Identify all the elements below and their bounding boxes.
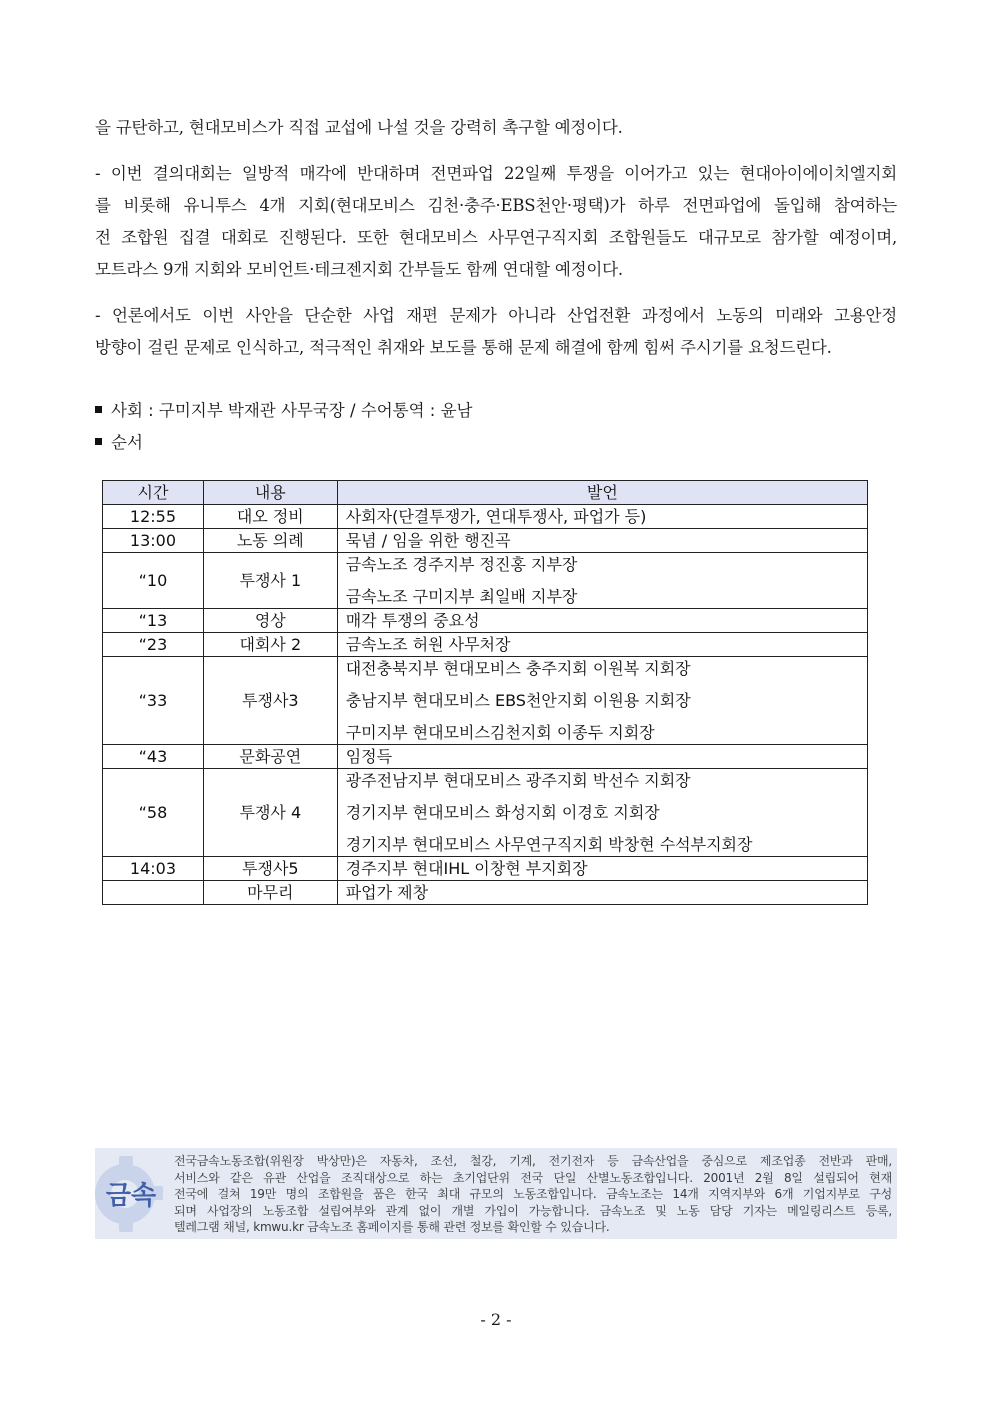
paragraph-rally-overview [95,158,897,286]
speaker-line: 구미지부 현대모비스김천지회 이종두 지회장 [345,723,655,742]
description-line: 되며 사업장의 노동조합 설립여부와 관계 없이 개별 가입이 가능합니다. 금속노조 및 노동 담당 기자는 메일링리스트 등록, [174,1203,892,1218]
union-description [174,1153,892,1236]
table-row [103,881,868,905]
row-time: 13:00 [103,529,204,553]
paragraph-line: - 이번 결의대회는 일방적 매각에 반대하며 전면파업 22일째 투쟁을 이어가고 있는 현대아이에이치엘지회 [95,164,897,183]
speaker-line: 임정득 [345,747,393,766]
schedule-table [102,480,868,905]
paragraph-line: 를 비롯해 유니투스 4개 지회(현대모비스 김천·충주·EBS천안·평택)가 하루 전면파업에 돌입해 참여하는 [95,196,897,215]
table-header-row [103,481,868,505]
row-time: 14:03 [103,857,204,881]
row-item: 투쟁사5 [203,857,337,881]
row-item: 투쟁사3 [203,657,337,745]
row-item: 영상 [203,609,337,633]
paragraph-line: 방향이 걸린 문제로 인식하고, 적극적인 취재와 보도를 통해 문제 해결에 함께 힘써 주시기를 요청드린다. [95,338,832,357]
description-line: 전국에 걸쳐 19만 명의 조합원을 품은 한국 최대 규모의 노동조합입니다. 금속노조는 14개 지역지부와 6개 기업지부로 구성 [174,1187,892,1201]
table-row [103,745,868,769]
order-heading [95,431,143,455]
square-bullet-icon [95,438,102,445]
speaker-line: 대전충북지부 현대모비스 충주지회 이원복 지회장 [345,659,691,678]
speaker-line: 금속노조 경주지부 정진홍 지부장 [345,555,578,574]
union-info-box [95,1148,897,1239]
row-speakers [337,769,867,857]
table-row [103,633,868,657]
row-speakers [337,529,867,553]
speaker-line: 매각 투쟁의 중요성 [345,611,480,630]
table-row [103,857,868,881]
row-time: “10 [103,553,204,609]
paragraph-line: 모트라스 9개 지회와 모비언트·테크젠지회 간부들도 함께 연대할 예정이다. [95,260,623,279]
description-line: 서비스와 같은 유관 산업을 조직대상으로 하는 초기업단위 전국 단일 산별노동조합입니다. 2001년 2월 8일 설립되어 현재 [174,1170,892,1185]
host-text: 사회 : 구미지부 박재관 사무국장 / 수어통역 : 윤남 [111,401,473,420]
speaker-line: 금속노조 허원 사무처장 [345,635,511,654]
paragraph-line: 전 조합원 집결 대회로 진행된다. 또한 현대모비스 사무연구직지회 조합원들도 대규모로 참가할 예정이며, [95,228,897,247]
paragraph-line: - 언론에서도 이번 사안을 단순한 사업 재편 문제가 아니라 산업전환 과정에서 노동의 미래와 고용안정 [95,306,897,325]
speaker-line: 사회자(단결투쟁가, 연대투쟁사, 파업가 등) [345,507,647,526]
row-time: “23 [103,633,204,657]
row-item: 대오 정비 [203,505,337,529]
row-speakers [337,633,867,657]
row-time: “58 [103,769,204,857]
table-row [103,529,868,553]
paragraph-line: 을 규탄하고, 현대모비스가 직접 교섭에 나설 것을 강력히 촉구할 예정이다. [95,118,623,137]
speaker-line: 금속노조 구미지부 최일배 지부장 [345,587,578,606]
row-time: 12:55 [103,505,204,529]
row-item: 문화공연 [203,745,337,769]
order-text: 순서 [111,433,143,452]
row-item: 마무리 [203,881,337,905]
paragraph-press-request [95,300,897,364]
table-row [103,505,868,529]
page-number: - 2 - [480,1310,512,1329]
host-info [95,399,472,423]
row-time: “43 [103,745,204,769]
speaker-line: 경기지부 현대모비스 사무연구직지회 박창현 수석부지회장 [345,835,753,854]
svg-text:금속: 금속 [105,1181,157,1211]
header-item: 내용 [203,481,337,505]
row-speakers [337,857,867,881]
speaker-line: 파업가 제창 [345,883,429,902]
speaker-line: 충남지부 현대모비스 EBS천안지회 이원용 지회장 [345,691,691,710]
row-speakers [337,505,867,529]
row-speakers [337,657,867,745]
description-line: 전국금속노동조합(위원장 박상만)은 자동차, 조선, 철강, 기계, 전기전자 등 금속산업을 중심으로 제조업종 전반과 판매, [174,1154,892,1168]
table-row [103,657,868,745]
row-item: 투쟁사 4 [203,769,337,857]
row-item: 투쟁사 1 [203,553,337,609]
row-speakers [337,553,867,609]
row-time: “33 [103,657,204,745]
square-bullet-icon [95,406,102,413]
description-line: 텔레그램 채널, kmwu.kr 금속노조 홈페이지를 통해 관련 정보를 확인할 수 있습니다. [174,1220,610,1234]
paragraph-intro-continuation [95,112,897,144]
kmwu-logo-icon [95,1152,167,1232]
row-item: 대회사 2 [203,633,337,657]
row-speakers [337,881,867,905]
row-time: “13 [103,609,204,633]
speaker-line: 경기지부 현대모비스 화성지회 이경호 지회장 [345,803,660,822]
row-speakers [337,609,867,633]
header-speech: 발언 [337,481,867,505]
speaker-line: 광주전남지부 현대모비스 광주지회 박선수 지회장 [345,771,691,790]
header-time: 시간 [103,481,204,505]
speaker-line: 경주지부 현대IHL 이창현 부지회장 [345,859,588,878]
speaker-line: 묵념 / 임을 위한 행진곡 [345,531,511,550]
row-time [103,881,204,905]
row-item: 노동 의례 [203,529,337,553]
table-row [103,769,868,857]
table-row [103,609,868,633]
row-speakers [337,745,867,769]
table-row [103,553,868,609]
